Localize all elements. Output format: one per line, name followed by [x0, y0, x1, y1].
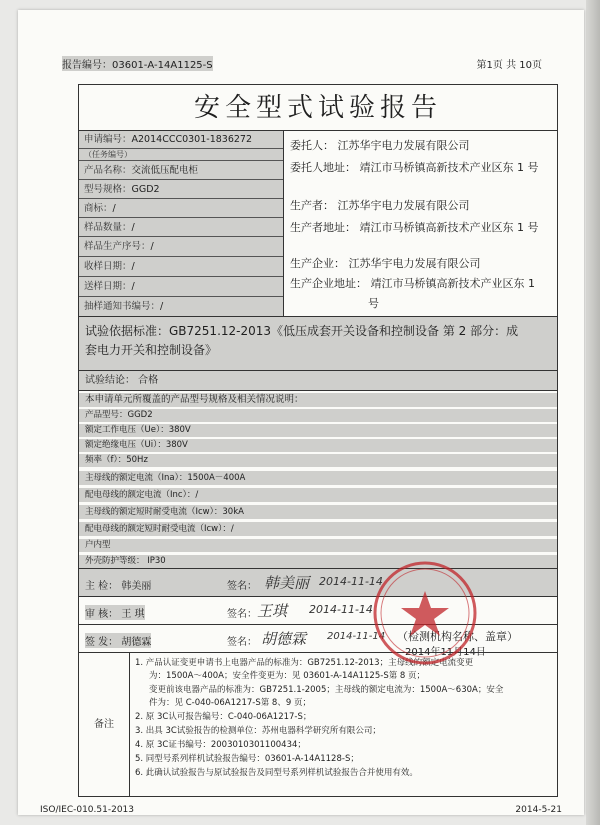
document-title: 安全型式试验报告: [78, 84, 558, 131]
inspector-date: 2014-11-14: [319, 575, 383, 588]
stamp-caption: （检测机构名称、盖章）: [397, 630, 518, 643]
approver-sign-label: 签名：: [227, 637, 257, 648]
application-number-row: 申请编号：A2014CCC0301-1836272: [79, 131, 283, 149]
model-row: 型号规格：GGD2: [79, 180, 283, 199]
remark-1a: 1. 产品认证变更申请书上电器产品的标准为：GB7251.12-2013；主母线的额定电流变更: [135, 658, 474, 668]
report-sheet: [18, 10, 584, 815]
desc-model: 产品型号：GGD2: [79, 409, 557, 422]
reviewer-date: 2014-11-14: [309, 603, 373, 616]
remark-2: 2. 原 3C认可报告编号：C-040-06A1217-S；: [135, 712, 312, 722]
test-basis-line2: 套电力开关和控制设备》: [85, 343, 218, 357]
approver-role: 签 发： 胡德霖: [85, 633, 151, 648]
product-name-row: 产品名称：交流低压配电柜: [79, 161, 283, 180]
inspector-role: 主 检： 韩美丽: [85, 581, 152, 592]
remark-1c: 变更前该电器产品的标准为：GB7251.1-2005；主母线的额定电流为：1500A～630A；安全: [149, 685, 504, 695]
manufacturer-name: 生产企业： 江苏华宇电力发展有限公司: [290, 257, 481, 270]
remark-5: 5. 同型号系列样机试验报告编号：03601-A-14A1128-S；: [135, 754, 359, 764]
page-info: 第1页 共 10页: [476, 60, 542, 71]
sampling-notice-row: 抽样通知书编号：/: [79, 297, 283, 316]
desc-indoor-type: 户内型: [79, 539, 557, 552]
desc-main-busbar-current: 主母线的额定电流（Ina）：1500A－400A: [79, 471, 557, 485]
product-info-panel: [79, 131, 284, 316]
desc-rated-voltage: 额定工作电压（Ue）：380V: [79, 424, 557, 437]
producer-name: 生产者： 江苏华宇电力发展有限公司: [290, 199, 470, 212]
approver-date: 2014-11-14: [327, 631, 386, 642]
client-name: 委托人： 江苏华宇电力发展有限公司: [290, 139, 470, 152]
remark-6: 6. 此确认试验报告与原试验报告及同型号系列样机试验报告合并使用有效。: [135, 768, 418, 778]
desc-distribution-busbar-icw: 配电母线的额定短时耐受电流（Icw）：/: [79, 522, 557, 536]
test-basis-standard: [79, 316, 557, 370]
official-seal-icon: [370, 558, 480, 668]
remark-3: 3. 出具 3C试验报告的检测单位：苏州电器科学研究所有限公司；: [135, 726, 381, 736]
inspector-signature: 韩美丽: [264, 574, 310, 592]
signature-row-inspector: [79, 568, 557, 597]
report-table: [78, 130, 558, 797]
inspector-sign-label: 签名：: [227, 581, 257, 592]
receipt-date-row: 收样日期：/: [79, 257, 283, 277]
footer-date: 2014-5-21: [515, 805, 562, 815]
page-edge: [586, 0, 600, 825]
remark-1b: 为：1500A～400A；安全件变更为：见 03601-A-14A1125-S第 8 页；: [149, 671, 426, 681]
client-info-panel: [284, 131, 557, 316]
sample-quantity-row: 样品数量：/: [79, 218, 283, 237]
desc-distribution-busbar-current: 配电母线的额定电流（Inc）：/: [79, 488, 557, 502]
report-number: 报告编号：03601-A-14A1125-S: [62, 56, 213, 71]
coverage-description: [79, 390, 557, 569]
desc-insulation-voltage: 额定绝缘电压（Ui）：380V: [79, 439, 557, 452]
desc-frequency: 频率（f）：50Hz: [79, 454, 557, 467]
task-number-row: （任务编号）: [79, 149, 283, 161]
remarks-label: 备注: [79, 653, 130, 797]
sample-serial-row: 样品生产序号：/: [79, 237, 283, 257]
manufacturer-address-cont: 号: [368, 297, 379, 310]
signature-row-reviewer: [79, 596, 557, 625]
stamp-date: 2014年11月14日: [405, 647, 486, 658]
desc-heading: 本申请单元所覆盖的产品型号规格及相关情况说明：: [79, 393, 557, 407]
test-basis-line1: 试验依据标准：GB7251.12-2013《低压成套开关设备和控制设备 第 2 部分：成: [85, 324, 519, 338]
remark-4: 4. 原 3C证书编号：2003010301100434；: [135, 740, 306, 750]
reviewer-signature: 王琪: [257, 602, 288, 620]
manufacturer-address: 生产企业地址： 靖江市马桥镇高新技术产业区东 1: [290, 277, 535, 290]
footer-form-code: ISO/IEC-010.51-2013: [40, 805, 134, 815]
delivery-date-row: 送样日期：/: [79, 277, 283, 297]
approver-signature: 胡德霖: [261, 630, 307, 648]
desc-ip-rating: 外壳防护等级： IP30: [79, 555, 557, 568]
remark-1d: 件为：见 C-040-06A1217-S第 8、9 页；: [149, 698, 311, 708]
remarks-section: [79, 652, 557, 797]
reviewer-role: 审 核： 王 琪: [85, 605, 145, 620]
reviewer-sign-label: 签名：: [227, 609, 257, 620]
test-conclusion: 试验结论： 合格: [79, 370, 557, 390]
producer-address: 生产者地址： 靖江市马桥镇高新技术产业区东 1 号: [290, 221, 539, 234]
client-address: 委托人地址： 靖江市马桥镇高新技术产业区东 1 号: [290, 161, 539, 174]
desc-main-busbar-icw: 主母线的额定短时耐受电流（Icw）：30kA: [79, 505, 557, 519]
trademark-row: 商标：/: [79, 199, 283, 218]
